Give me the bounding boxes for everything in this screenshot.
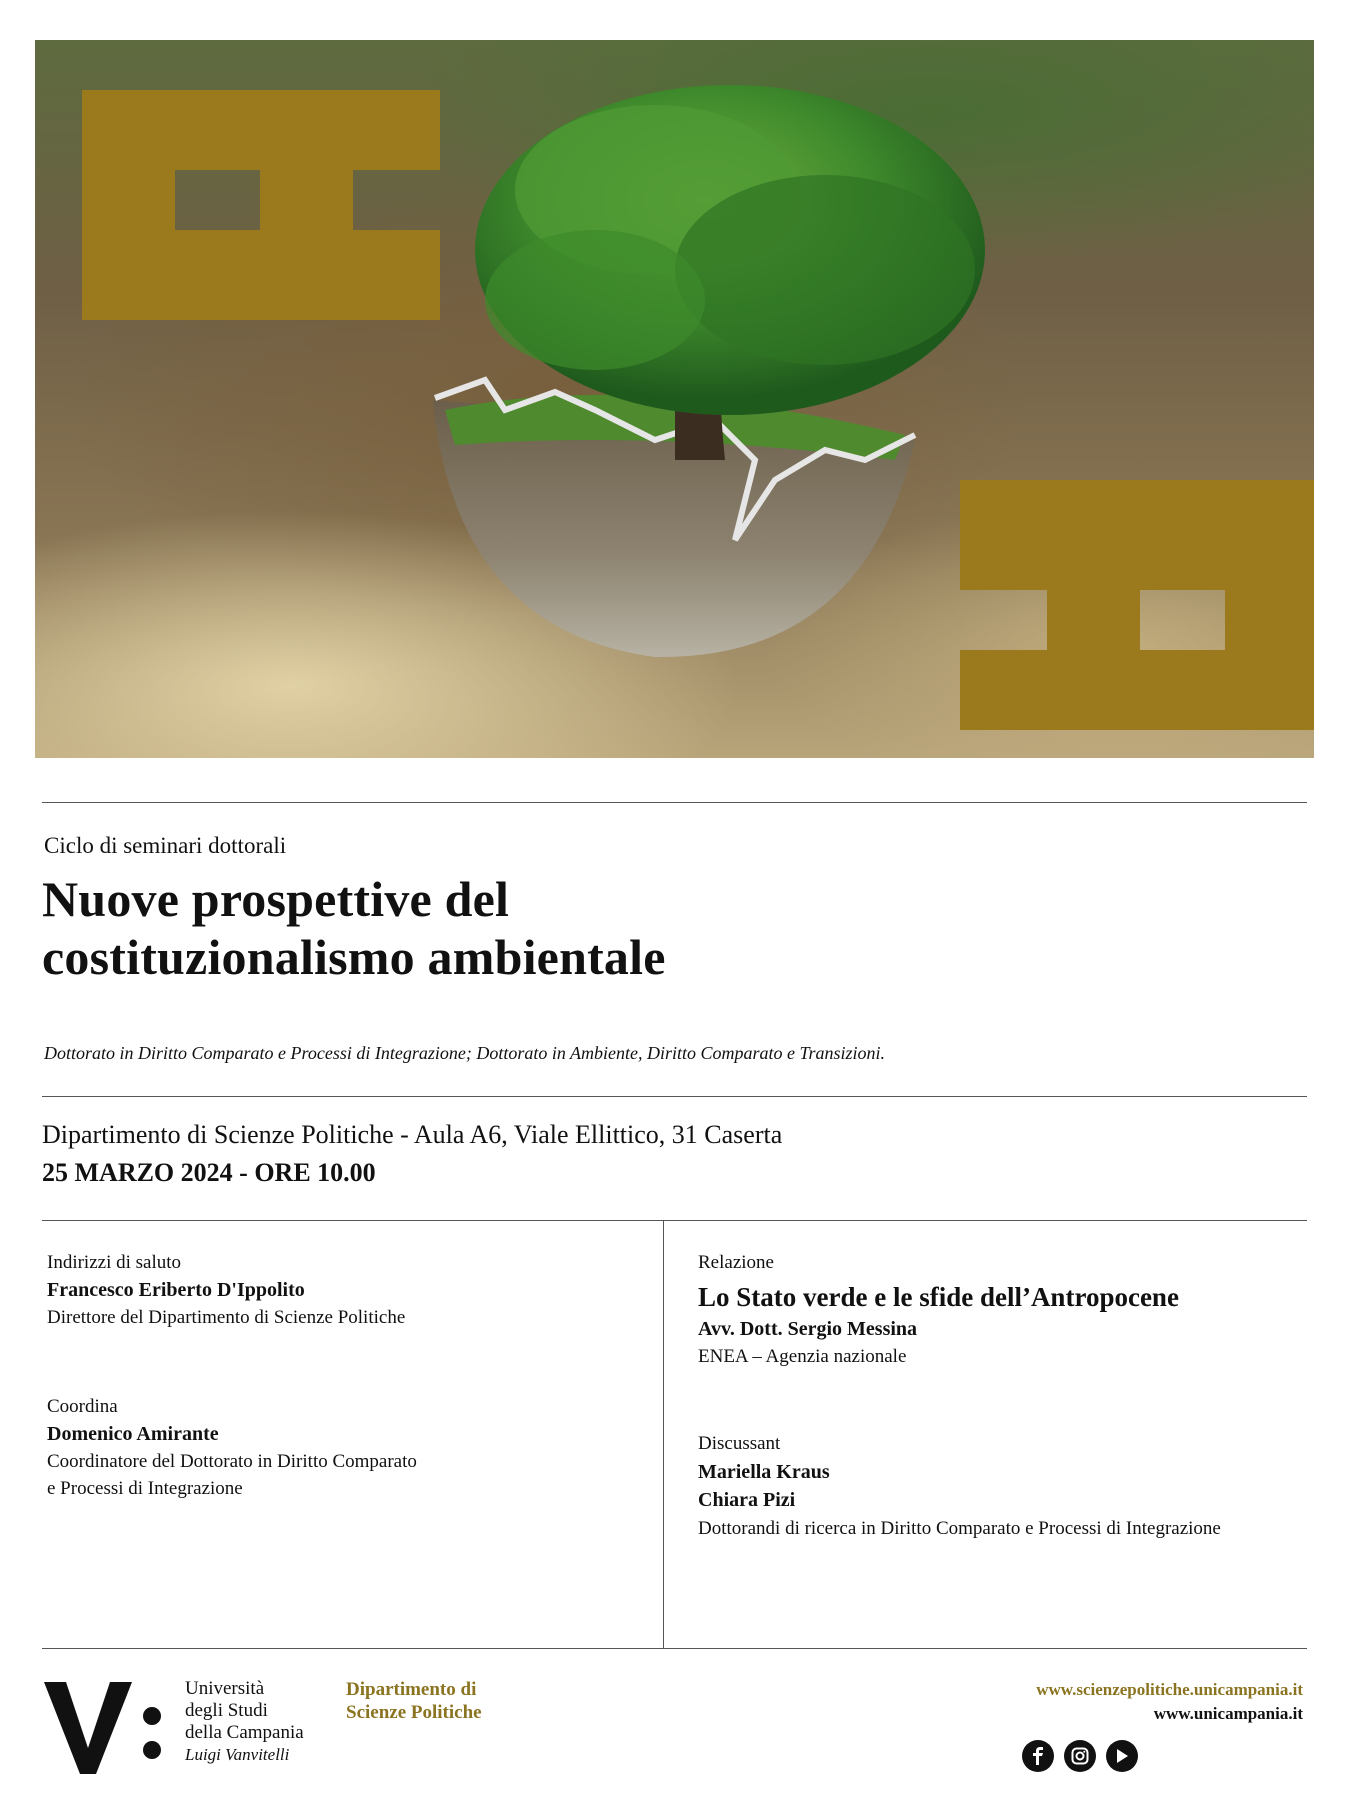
divider-program <box>42 1220 1307 1221</box>
hero-illustration <box>35 40 1314 758</box>
university-name <box>185 1678 304 1766</box>
quote-open-2 <box>260 90 440 320</box>
greeting-label: Indirizzi di saluto <box>47 1252 182 1273</box>
divider-mid <box>42 1096 1307 1097</box>
discussant-label: Discussant <box>698 1433 781 1454</box>
date-time: 25 MARZO 2024 - ORE 10.00 <box>42 1158 376 1187</box>
hero-image <box>35 40 1314 758</box>
coord-label: Coordina <box>47 1396 118 1417</box>
dept-line-1: Dipartimento di <box>346 1679 477 1700</box>
talk-title: Lo Stato verde e le sfide dell’Antropocene <box>698 1282 1179 1312</box>
discussant-role: Dottorandi di ricerca in Diritto Comparato e Processi di Integrazione <box>698 1518 1221 1539</box>
uni-line-3: della Campania <box>185 1722 304 1743</box>
programs-text: Dottorato in Diritto Comparato e Processi di Integrazione; Dottorato in Ambiente, Diritto Comparato e Transizioni. <box>44 1043 886 1063</box>
series-label: Ciclo di seminari dottorali <box>44 833 287 858</box>
page-title <box>42 870 666 986</box>
facebook-icon[interactable] <box>1022 1740 1054 1772</box>
talk-label: Relazione <box>698 1252 774 1273</box>
discussant-1: Mariella Kraus <box>698 1461 830 1483</box>
university-logo <box>44 1678 164 1783</box>
department-name <box>346 1678 482 1724</box>
uni-line-1: Università <box>185 1678 265 1699</box>
coord-name: Domenico Amirante <box>47 1423 219 1445</box>
uni-line-4: Luigi Vanvitelli <box>185 1745 290 1764</box>
speaker-org: ENEA – Agenzia nazionale <box>698 1346 907 1367</box>
title-line-1: Nuove prospettive del <box>42 871 510 927</box>
department-url[interactable]: www.scienzepolitiche.unicampania.it <box>1036 1680 1303 1699</box>
coord-role-1: Coordinatore del Dottorato in Diritto Comparato <box>47 1451 417 1472</box>
coord-role-2: e Processi di Integrazione <box>47 1478 243 1499</box>
greeting-role: Direttore del Dipartimento di Scienze Politiche <box>47 1307 406 1328</box>
divider-footer <box>42 1648 1307 1649</box>
instagram-icon[interactable] <box>1064 1740 1096 1772</box>
column-divider <box>663 1220 664 1648</box>
greeting-name: Francesco Eriberto D'Ippolito <box>47 1279 305 1301</box>
university-url[interactable]: www.unicampania.it <box>1153 1704 1303 1723</box>
quote-close-2 <box>1138 480 1314 730</box>
title-line-2: costituzionalismo ambientale <box>42 929 666 985</box>
dept-line-2: Scienze Politiche <box>346 1702 482 1723</box>
youtube-icon[interactable] <box>1106 1740 1138 1772</box>
speaker-name: Avv. Dott. Sergio Messina <box>698 1318 918 1340</box>
discussant-2: Chiara Pizi <box>698 1489 796 1511</box>
quote-open-1 <box>82 90 262 320</box>
venue-text: Dipartimento di Scienze Politiche - Aula A6, Viale Ellittico, 31 Caserta <box>42 1120 783 1149</box>
quote-close-1 <box>960 480 1140 730</box>
divider-top <box>42 802 1307 803</box>
uni-line-2: degli Studi <box>185 1700 268 1721</box>
